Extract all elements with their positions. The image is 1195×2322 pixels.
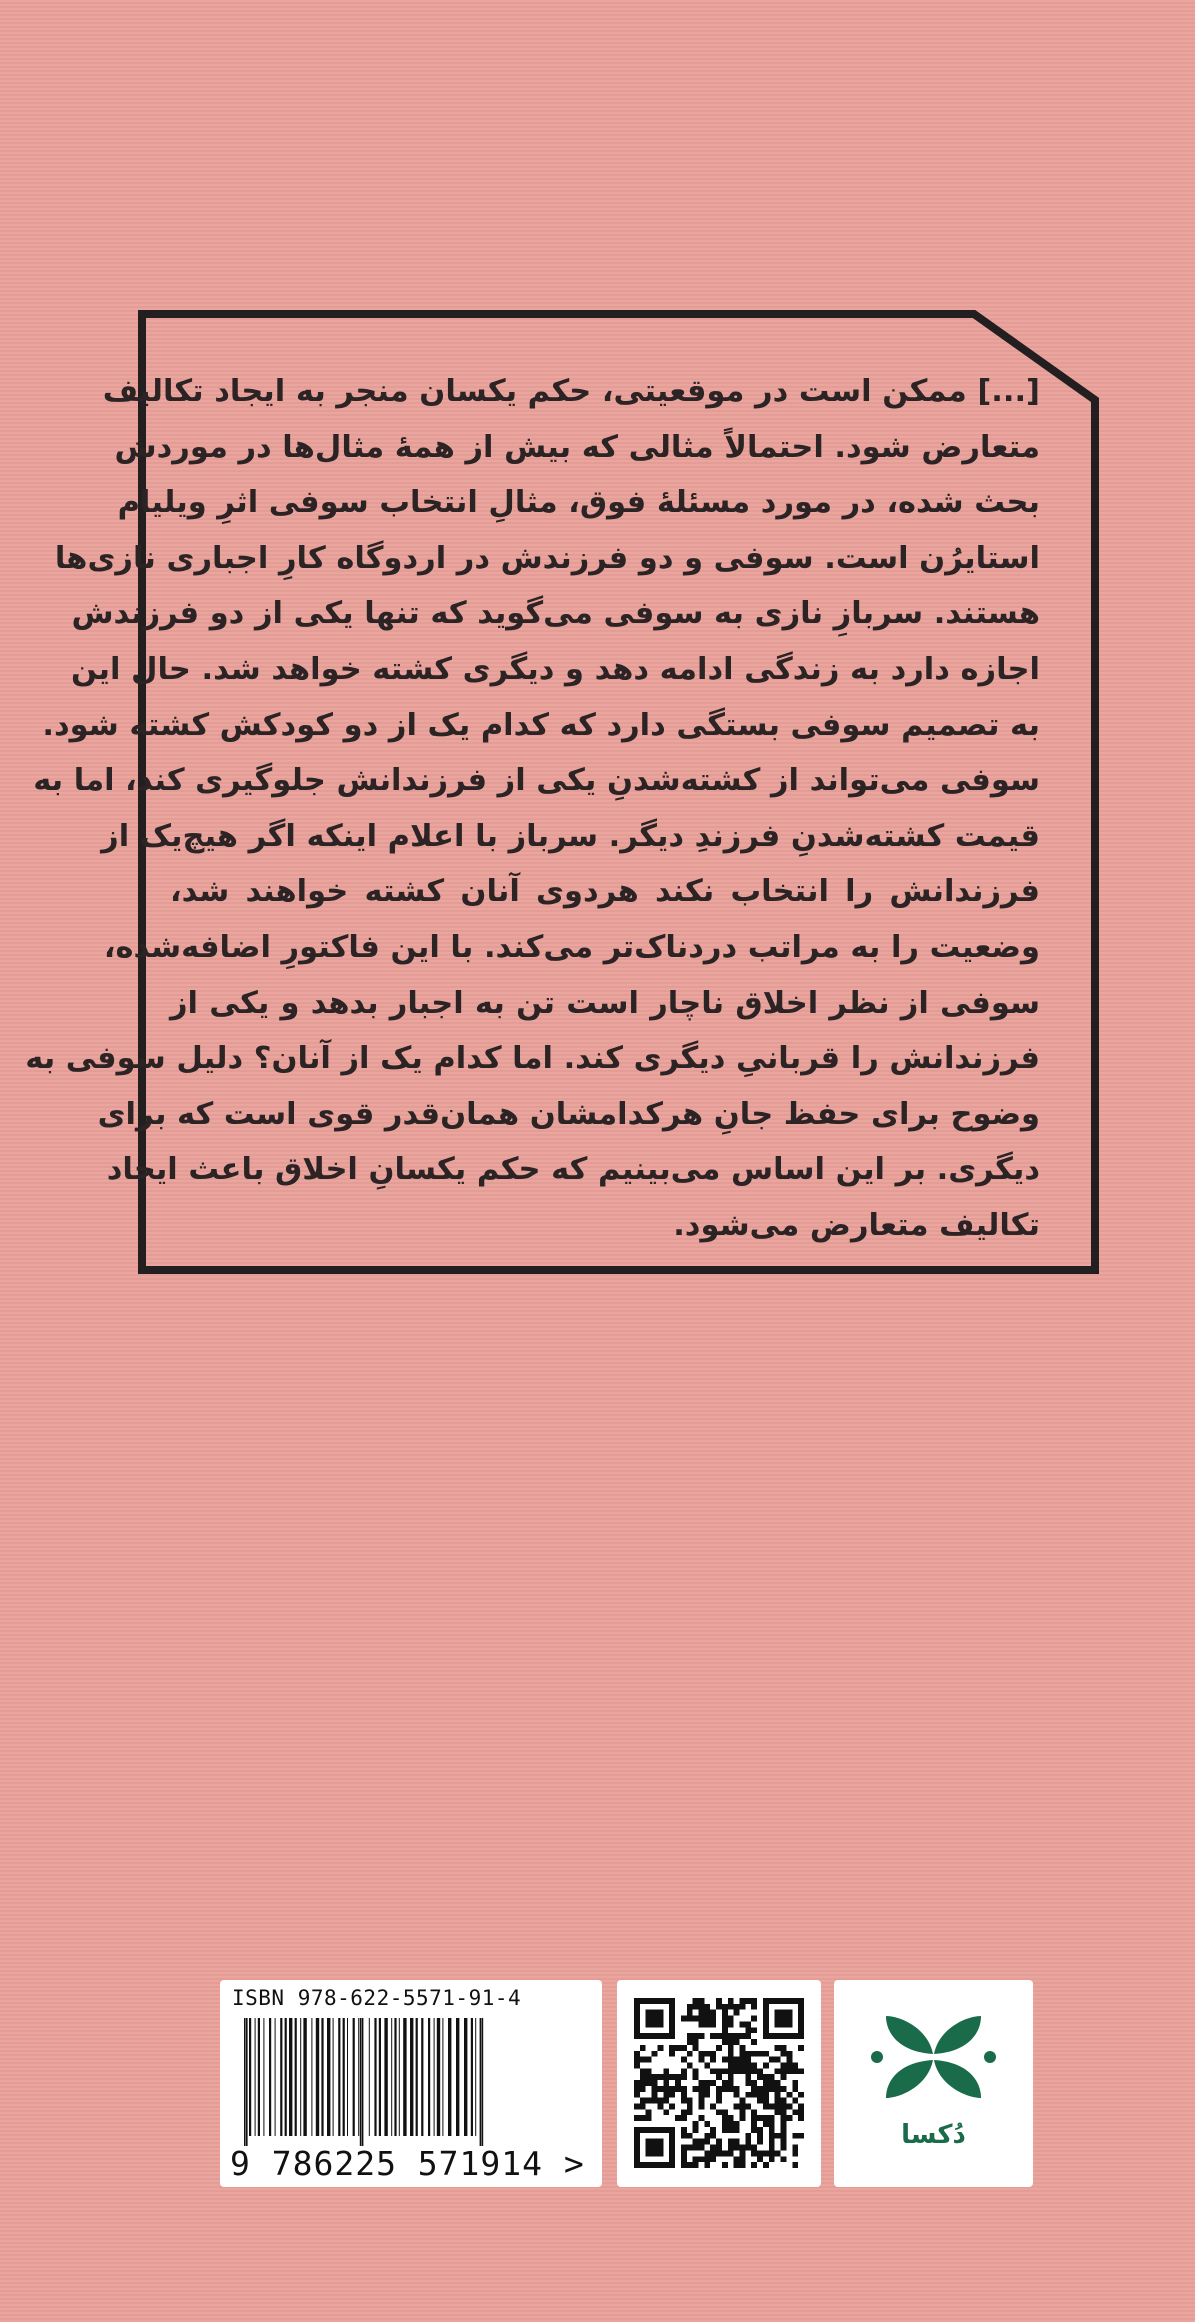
- quote-line: اجازه دارد به زندگی ادامه دهد و دیگری کشته خواهد شد. حال این: [71, 651, 1040, 687]
- quote-line: سوفی از نظر اخلاق ناچار است تن به اجبار بدهد و یکی از: [170, 985, 1040, 1021]
- quote-line: [...] ممکن است در موقعیتی، حکم یکسان منجر به ایجاد تکالیف: [102, 374, 1040, 409]
- quote-line: وضعیت را به مراتب دردناک‌تر می‌کند. با این فاکتورِ اضافه‌شده،: [103, 929, 1040, 965]
- isbn-barcode-label: [220, 1980, 602, 2187]
- qr-code-icon: [634, 1998, 804, 2168]
- quote-line: استایرُن است. سوفی و دو فرزندش در اردوگاه کارِ اجباری نازی‌ها: [54, 540, 1040, 576]
- quote-line: وضوح برای حفظ جانِ هرکدامشان همان‌قدر قوی است که برای: [97, 1096, 1040, 1132]
- quote-line: بحث شده، در مورد مسئلهٔ فوق، مثالِ انتخاب سوفی اثرِ ویلیام: [117, 485, 1040, 521]
- barcode-digits: 9 786225 571914 >: [230, 2144, 585, 2183]
- publisher-name: دُکسا: [901, 2120, 966, 2150]
- quote-line: سوفی می‌تواند از کشته‌شدنِ یکی از فرزندانش جلوگیری کند، اما به: [33, 763, 1040, 799]
- quote-line: قیمت کشته‌شدنِ فرزندِ دیگر. سرباز با اعلام اینکه اگر هیچ‌یک از: [101, 818, 1040, 854]
- qr-code-label: [617, 1980, 821, 2187]
- quote-line: متعارض شود. احتمالاً مثالی که بیش از همهٔ مثال‌ها در موردش: [114, 429, 1040, 465]
- publisher-logo: [834, 1980, 1033, 2187]
- quote-line: به تصمیم سوفی بستگی دارد که کدام یک از دو کودکش کشته شود.: [42, 707, 1040, 743]
- publisher-logo-icon: [870, 1998, 997, 2116]
- quote-line: فرزندانش را قربانیِ دیگری کند. اما کدام یک از آنان؟ دلیل سوفی به: [25, 1041, 1040, 1077]
- quote-line: فرزندانش را انتخاب نکند هردوی آنان کشته خواهند شد،: [170, 874, 1040, 910]
- barcode-icon: [230, 2018, 592, 2146]
- quote-line: تکالیف متعارض می‌شود.: [673, 1207, 1040, 1243]
- quote-line: هستند. سربازِ نازی به سوفی می‌گوید که تنها یکی از دو فرزندش: [71, 596, 1040, 632]
- back-cover-quote: [25, 364, 1040, 1254]
- quote-line: دیگری. بر این اساس می‌بینیم که حکم یکسانِ اخلاق باعث ایجاد: [106, 1152, 1040, 1188]
- isbn-number: ISBN 978-622-5571-91-4: [232, 1986, 522, 2010]
